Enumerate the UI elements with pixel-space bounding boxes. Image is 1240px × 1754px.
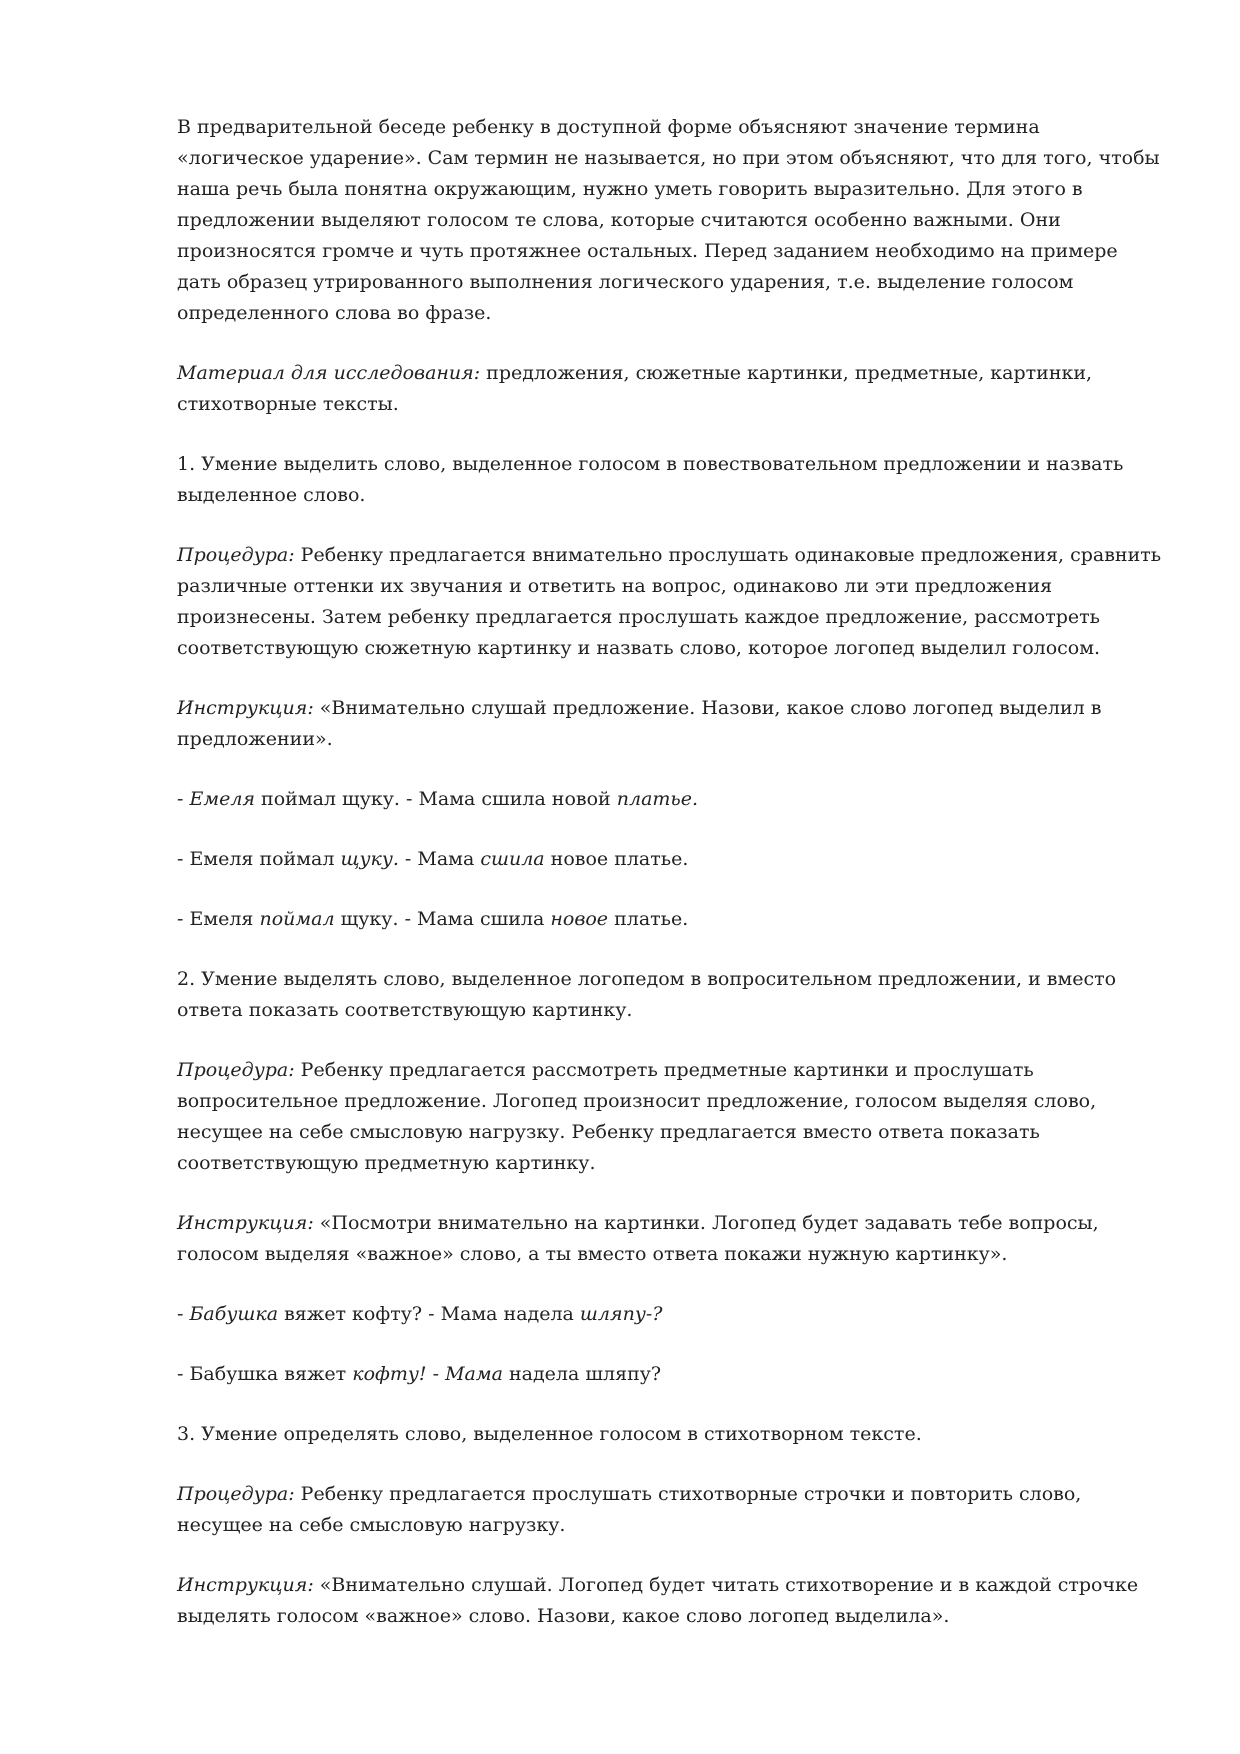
stressed-word: щуку. (340, 848, 399, 870)
task2-instruction (177, 1208, 1162, 1270)
example-text: поймал щуку. - Мама сшила новой (255, 788, 617, 810)
task1-procedure (177, 540, 1162, 664)
instruction-text: «Посмотри внимательно на картинки. Логопед будет задавать тебе вопросы, голосом выделяя «важное» слово, а ты вместо ответа покажи нужную картинку». (177, 1212, 1099, 1265)
task1-title: 1. Умение выделить слово, выделенное голосом в повествовательном предложении и назвать выделенное слово. (177, 453, 1124, 506)
stressed-word: сшила (480, 848, 545, 870)
procedure-text: Ребенку предлагается внимательно прослушать одинаковые предложения, сравнить различные оттенки их звучания и ответить на вопрос, одинаково ли эти предложения произнесены. Затем ребенку предлагается прослушать каждое предложение, рассмотреть соответствующую сюжетную картинку и назвать слово, которое логопед выделил голосом. (177, 544, 1162, 659)
instruction-text: «Внимательно слушай. Логопед будет читать стихотворение и в каждой строчке выделять голосом «важное» слово. Назови, какое слово логопед выделила». (177, 1574, 1139, 1627)
task2-example-2 (177, 1359, 1162, 1390)
example-text: - Мама (398, 848, 481, 870)
stressed-word: шляпу-? (579, 1303, 663, 1325)
instruction-label: Инструкция: (177, 1574, 314, 1596)
stressed-word: новое (550, 908, 609, 930)
task3-procedure (177, 1479, 1162, 1541)
task2-title: 2. Умение выделять слово, выделенное логопедом в вопросительном предложении, и вместо ответа показать соответствующую картинку. (177, 968, 1117, 1021)
document-page (177, 112, 1162, 1632)
example-text: - Емеля поймал (177, 848, 341, 870)
instruction-label: Инструкция: (177, 1212, 314, 1234)
task1-instruction (177, 693, 1162, 755)
stressed-word: Бабушка (189, 1303, 279, 1325)
instruction-label: Инструкция: (177, 697, 314, 719)
procedure-label: Процедура: (177, 544, 295, 566)
procedure-text: Ребенку предлагается прослушать стихотворные строчки и повторить слово, несущее на себе смысловую нагрузку. (177, 1483, 1082, 1536)
example-text: - (426, 1363, 446, 1385)
material-paragraph (177, 358, 1162, 420)
example-text: - (177, 1303, 190, 1325)
procedure-text: Ребенку предлагается рассмотреть предметные картинки и прослушать вопросительное предложение. Логопед произносит предложение, голосом выделяя слово, несущее на себе смысловую нагрузку. Ребенку предлагается вместо ответа показать соответствующую предметную картинку. (177, 1059, 1097, 1174)
example-text: щуку. - Мама сшила (334, 908, 551, 930)
example-text: - Бабушка вяжет (177, 1363, 353, 1385)
stressed-word: кофту! (352, 1363, 427, 1385)
task1-example-3 (177, 904, 1162, 935)
stressed-word: Мама (445, 1363, 503, 1385)
procedure-label: Процедура: (177, 1059, 295, 1081)
stressed-word: Емеля (189, 788, 256, 810)
stressed-word: поймал (259, 908, 335, 930)
task1-example-1 (177, 784, 1162, 815)
task3-instruction (177, 1570, 1162, 1632)
example-text: новое платье. (544, 848, 689, 870)
material-text: предложения, сюжетные картинки, предметные, картинки, стихотворные тексты. (177, 362, 1093, 415)
material-label: Материал для исследования: (177, 362, 481, 384)
example-text: вяжет кофту? - Мама надела (278, 1303, 580, 1325)
task1-example-2 (177, 844, 1162, 875)
intro-paragraph: В предварительной беседе ребенку в доступной форме объясняют значение термина «логическое ударение». Сам термин не называется, но при этом объясняют, что для того, чтобы наша речь была понятна окружающим, нужно уметь говорить выразительно. Для этого в предложении выделяют голосом те слова, которые считаются особенно важными. Они произносятся громче и чуть протяжнее остальных. Перед заданием необходимо на примере дать образец утрированного выполнения логического ударения, т.е. выделение голосом определенного слова во фразе. (177, 116, 1160, 324)
example-text: надела шляпу? (502, 1363, 662, 1385)
example-text: - (177, 788, 190, 810)
task2-example-1 (177, 1299, 1162, 1330)
stressed-word: платье. (616, 788, 699, 810)
example-text: платье. (608, 908, 689, 930)
task2-procedure (177, 1055, 1162, 1179)
example-text: - Емеля (177, 908, 260, 930)
procedure-label: Процедура: (177, 1483, 295, 1505)
task3-title: 3. Умение определять слово, выделенное голосом в стихотворном тексте. (177, 1423, 922, 1445)
instruction-text: «Внимательно слушай предложение. Назови, какое слово логопед выделил в предложении». (177, 697, 1102, 750)
